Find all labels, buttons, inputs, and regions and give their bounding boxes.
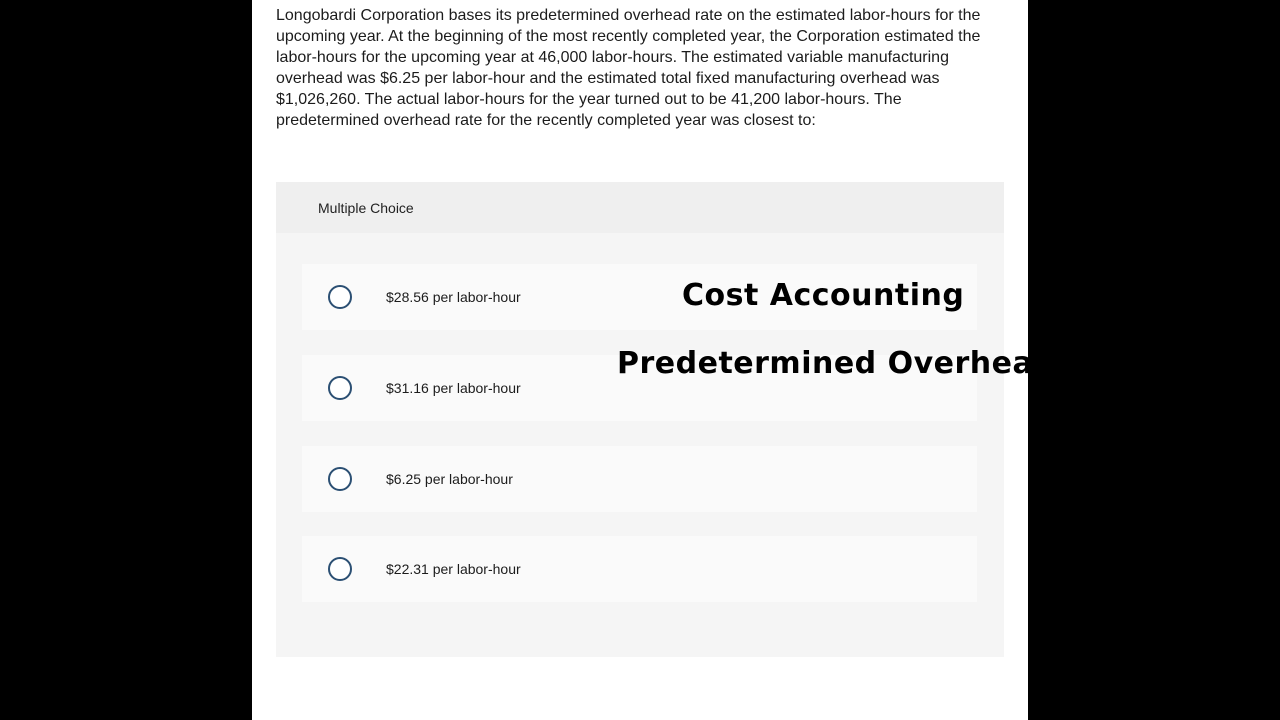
option-c[interactable] bbox=[302, 446, 977, 512]
overlay-title-predetermined-overhead: Predetermined Overhead bbox=[617, 346, 1056, 381]
question-text: Longobardi Corporation bases its predetermined overhead rate on the estimated labor-hours for the upcoming year. At the beginning of the most recently completed year, the Corporation estimated the labor-hours for the upcoming year at 46,000 labor-hours. The estimated variable manufacturing overhead was $6.25 per labor-hour and the estimated total fixed manufacturing overhead was $1,026,260. The actual labor-hours for the year turned out to be 41,200 labor-hours. The predetermined overhead rate for the recently completed year was closest to: bbox=[276, 7, 981, 129]
option-label: $28.56 per labor-hour bbox=[386, 289, 521, 305]
multiple-choice-panel bbox=[276, 182, 1004, 657]
radio-button-icon[interactable] bbox=[328, 557, 352, 581]
option-label: $31.16 per labor-hour bbox=[386, 380, 521, 396]
radio-button-icon[interactable] bbox=[328, 467, 352, 491]
multiple-choice-title: Multiple Choice bbox=[318, 199, 414, 216]
option-label: $6.25 per labor-hour bbox=[386, 471, 513, 487]
option-d[interactable] bbox=[302, 536, 977, 602]
radio-button-icon[interactable] bbox=[328, 376, 352, 400]
radio-button-icon[interactable] bbox=[328, 285, 352, 309]
overlay-title-cost-accounting: Cost Accounting bbox=[682, 278, 965, 313]
multiple-choice-header bbox=[276, 182, 1004, 233]
option-label: $22.31 per labor-hour bbox=[386, 561, 521, 577]
